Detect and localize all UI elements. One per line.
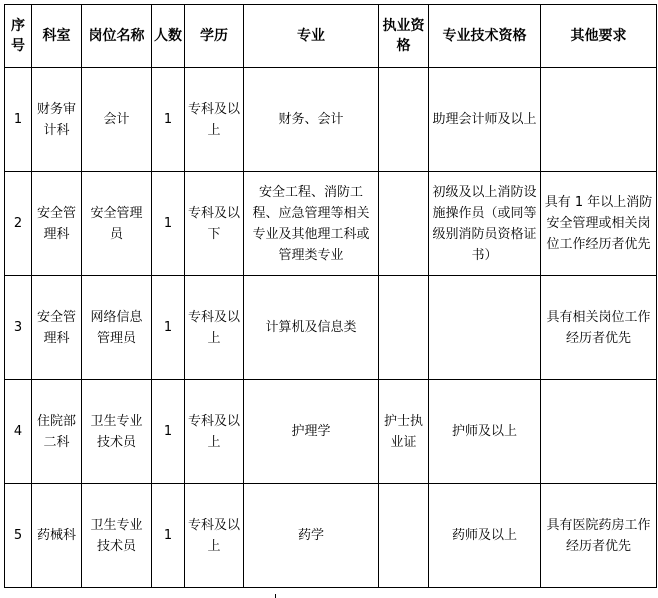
cell-other <box>541 380 657 484</box>
cell-major: 计算机及信息类 <box>244 276 379 380</box>
cell-title <box>429 276 541 380</box>
cell-edu: 专科及以上 <box>185 380 244 484</box>
page-edge-mark <box>275 594 276 598</box>
cell-no: 5 <box>5 484 32 588</box>
cell-title: 药师及以上 <box>429 484 541 588</box>
cell-no: 1 <box>5 68 32 172</box>
header-edu: 学历 <box>185 5 244 68</box>
cell-major: 护理学 <box>244 380 379 484</box>
cell-license <box>379 484 429 588</box>
cell-title: 初级及以上消防设施操作员（或同等级别消防员资格证书） <box>429 172 541 276</box>
cell-post: 安全管理员 <box>82 172 152 276</box>
table-row <box>5 380 657 484</box>
recruitment-table-container <box>4 4 657 588</box>
cell-dept: 安全管理科 <box>32 172 82 276</box>
table-body <box>5 68 657 588</box>
cell-major: 药学 <box>244 484 379 588</box>
cell-no: 2 <box>5 172 32 276</box>
cell-other: 具有相关岗位工作经历者优先 <box>541 276 657 380</box>
cell-title: 护师及以上 <box>429 380 541 484</box>
cell-dept: 安全管理科 <box>32 276 82 380</box>
cell-license <box>379 68 429 172</box>
cell-edu: 专科及以上 <box>185 276 244 380</box>
header-major: 专业 <box>244 5 379 68</box>
header-dept: 科室 <box>32 5 82 68</box>
header-post: 岗位名称 <box>82 5 152 68</box>
table-header <box>5 5 657 68</box>
cell-license <box>379 276 429 380</box>
cell-title: 助理会计师及以上 <box>429 68 541 172</box>
cell-count: 1 <box>152 484 185 588</box>
recruitment-table <box>4 4 657 588</box>
cell-dept: 财务审计科 <box>32 68 82 172</box>
cell-major: 财务、会计 <box>244 68 379 172</box>
cell-other: 具有 1 年以上消防安全管理或相关岗位工作经历者优先 <box>541 172 657 276</box>
table-row <box>5 484 657 588</box>
cell-other <box>541 68 657 172</box>
cell-count: 1 <box>152 276 185 380</box>
cell-count: 1 <box>152 172 185 276</box>
table-row <box>5 172 657 276</box>
cell-post: 会计 <box>82 68 152 172</box>
header-count: 人数 <box>152 5 185 68</box>
table-row <box>5 276 657 380</box>
cell-dept: 药械科 <box>32 484 82 588</box>
cell-license <box>379 172 429 276</box>
cell-edu: 专科及以下 <box>185 172 244 276</box>
cell-major: 安全工程、消防工程、应急管理等相关专业及其他理工科或管理类专业 <box>244 172 379 276</box>
cell-count: 1 <box>152 380 185 484</box>
table-row <box>5 68 657 172</box>
cell-edu: 专科及以上 <box>185 68 244 172</box>
cell-count: 1 <box>152 68 185 172</box>
cell-other: 具有医院药房工作经历者优先 <box>541 484 657 588</box>
header-title: 专业技术资格 <box>429 5 541 68</box>
header-row <box>5 5 657 68</box>
cell-no: 3 <box>5 276 32 380</box>
cell-dept: 住院部二科 <box>32 380 82 484</box>
cell-post: 卫生专业技术员 <box>82 484 152 588</box>
cell-edu: 专科及以上 <box>185 484 244 588</box>
header-license: 执业资格 <box>379 5 429 68</box>
cell-post: 卫生专业技术员 <box>82 380 152 484</box>
cell-no: 4 <box>5 380 32 484</box>
header-other: 其他要求 <box>541 5 657 68</box>
header-no: 序号 <box>5 5 32 68</box>
cell-license: 护士执业证 <box>379 380 429 484</box>
cell-post: 网络信息管理员 <box>82 276 152 380</box>
